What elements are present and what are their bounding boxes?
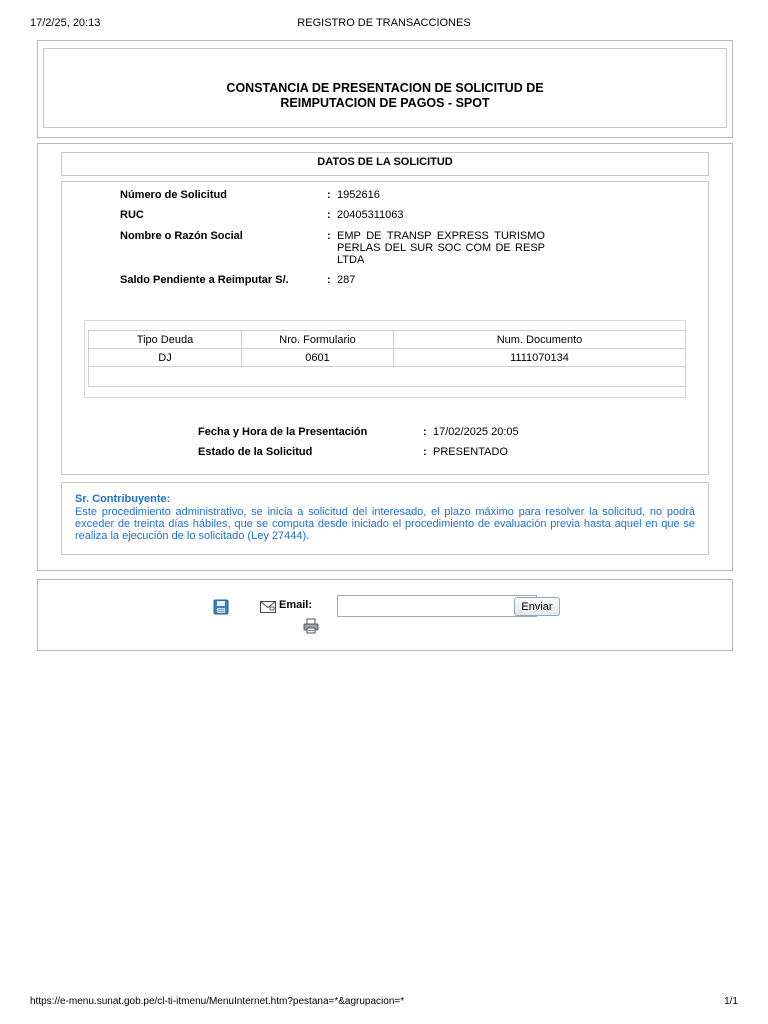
page-title-line2: REIMPUTACION DE PAGOS - SPOT — [280, 96, 490, 110]
table-empty-row — [89, 367, 686, 387]
colon: : — [327, 274, 331, 286]
column-header-form-number: Nro. Formulario — [242, 331, 394, 349]
send-button[interactable]: Enviar — [514, 597, 560, 616]
notice-text: Este procedimiento administrativo, se inicia a solicitud del interesado, el plazo máximo para resolver la solicitud, no podrá exceder de treinta días hábiles, que se computa desde iniciado el procedimiento de evaluación previa hasta aquel en que se realiza la ejecución de lo solicitado (Ley 27444). — [75, 506, 695, 542]
request-status-value: PRESENTADO — [433, 446, 508, 458]
table-row — [89, 349, 686, 367]
colon: : — [327, 230, 331, 242]
debt-table — [88, 330, 686, 387]
print-title: REGISTRO DE TRANSACCIONES — [297, 17, 471, 29]
colon: : — [423, 426, 427, 438]
section-title: DATOS DE LA SOLICITUD — [317, 156, 453, 168]
cell-document-number: 1111070134 — [394, 349, 686, 367]
print-header — [30, 17, 738, 31]
page-title — [43, 81, 727, 111]
presentation-datetime-value: 17/02/2025 20:05 — [433, 426, 519, 438]
pending-balance-value: 287 — [337, 274, 356, 286]
table-header-row — [89, 331, 686, 349]
column-header-document-number: Num. Documento — [394, 331, 686, 349]
empty-cell — [89, 367, 686, 387]
request-number-value: 1952616 — [337, 189, 380, 201]
page-url: https://e-menu.sunat.gob.pe/cl-ti-itmenu/MenuInternet.htm?pestana=*&agrupacion=* — [30, 996, 405, 1007]
email-label: Email: — [279, 599, 313, 611]
envelope-icon — [260, 601, 276, 613]
request-number-label: Número de Solicitud — [120, 189, 227, 201]
ruc-value: 20405311063 — [337, 209, 404, 221]
presentation-datetime-label: Fecha y Hora de la Presentación — [198, 426, 368, 438]
pending-balance-label: Saldo Pendiente a Reimputar S/. — [120, 274, 289, 286]
request-status-label: Estado de la Solicitud — [198, 446, 313, 458]
email-input[interactable] — [337, 595, 537, 617]
cell-form-number: 0601 — [242, 349, 394, 367]
colon: : — [327, 189, 331, 201]
page-number: 1/1 — [724, 996, 738, 1007]
notice-title: Sr. Contribuyente: — [75, 493, 171, 505]
colon: : — [423, 446, 427, 458]
printer-icon[interactable] — [303, 618, 319, 634]
page-title-line1: CONSTANCIA DE PRESENTACION DE SOLICITUD DE — [226, 81, 544, 95]
print-datetime: 17/2/25, 20:13 — [30, 17, 101, 29]
colon: : — [327, 209, 331, 221]
ruc-label: RUC — [120, 209, 144, 221]
cell-debt-type: DJ — [89, 349, 242, 367]
column-header-debt-type: Tipo Deuda — [89, 331, 242, 349]
business-name-label: Nombre o Razón Social — [120, 230, 243, 242]
business-name-value: EMP DE TRANSP EXPRESS TURISMO PERLAS DEL SUR SOC COM DE RESP LTDA — [337, 230, 545, 266]
save-icon[interactable] — [213, 599, 229, 615]
